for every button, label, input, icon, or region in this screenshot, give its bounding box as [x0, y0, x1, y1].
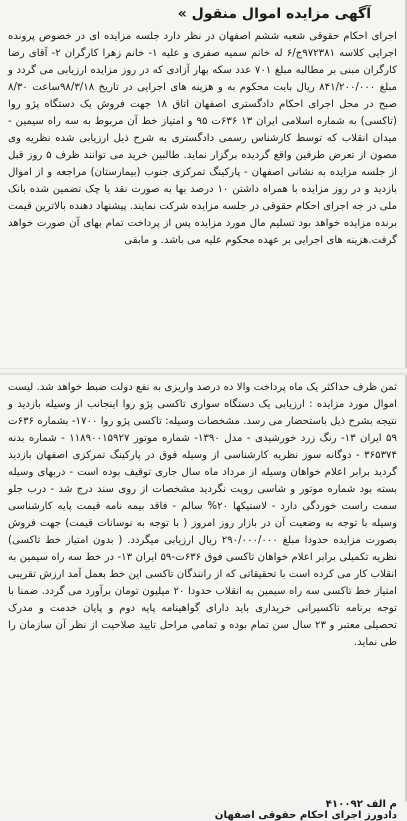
notice-paragraph-1: اجرای احکام حقوقی شعبه ششم اصفهان در نظر دارد جلسه مزایده ای در خصوص پرونده اجرایی کلاسه ۹۷۲۳۸۱ج/۶ له خانم سمیه صفری و علیه ۱- خانم زهرا کارگران ۲- آقای رضا کارگران مبنی بر مطالبه مبلغ ۷۰۱ عدد سکه بهار آزادی که در روز مزایده ارزیابی می گردد و مبلغ ۸۴۱/۲۰۰/۰۰۰ ریال بابت محکوم به و هزینه های اجرایی در تاریخ ۹۸/۳/۱۸ساعت ۸/۳۰ صبح در محل اجرای احکام دادگستری اصفهان اتاق ۱۸ جهت فروش یک دستگاه پژو روا (تاکسی) به شماره اسلامی ایران ۱۳ ۶۳۶ت ۹۵ و امتیاز خط آن مربوط به سه راه سیمین - میدان انقلاب که توسط کارشناس رسمی دادگستری به شرح ذیل ارزیابی شده نظریه وی مصون از تعرض طرفین واقع گردیده برگزار نماید. طالبین خرید می توانند ظرف ۵ روز قبل از جلسه مزایده به نشانی اصفهان - پارکینگ تمرکزی جنوب (بیمارستان) مراجعه و از اموال بازدید و در روز مزایده با همراه داشتن ۱۰ درصد بها به صورت نقد یا چک تضمین شده بانک ملی در جه اجرای احکام حقوقی در جلسه مزایده شرکت نمایند. پیشنهاد دهنده بالاترین قیمت برنده مزایده خواهد بود تسلیم مال مورد مزایده پس از پرداخت تمام بهای آن صورت خواهد گرفت.هزینه های اجرایی بر عهده محکوم علیه می باشد. و مابقی [8, 31, 397, 246]
paper-fold [0, 368, 407, 375]
notice-code: م الف ۴۱۰۰۹۲ [325, 799, 397, 810]
notice-title: آگهی مزایده اموال منقول » [177, 6, 371, 22]
notice-paragraph-2: ثمن ظرف حداکثر یک ماه پرداخت والا ده درصد واریزی به نفع دولت ضبط خواهد شد. لیست اموال مورد مزایده : ارزیابی یک دستگاه سواری تاکسی پژو روا اینجانب از وسیله بازدید و نتیجه بشرح ذیل باستحضار می رسد. مشخصات وسیله: تاکسی پژو روا ۱۷۰۰- بشماره ۶۳۶ت ۵۹ ایران ۱۳- رنگ زرد خورشیدی - مدل ۱۳۹۰- شماره موتور ۱۱۸۹۰۰۱۵۹۲۷ - شماره بدنه ۳۶۵۳۷۴ - دوگانه سوز نظریه کارشناسی از وسیله فوق در پارکینگ تمرکزی اصفهان بازدید گردید برابر اعلام خواهان وسیله از مرداد ماه سال جاری توقیف بوده است - دربهای وسیله بسته بود شماره موتور و شاسی رویت نگردید مشخصات از روی سند درج شد - درب جلو سمت راست خوردگی دارد - لاستیکها ۲۰% سالم - فاقد بیمه نامه قیمت پایه کارشناسی وسیله با توجه به وضعیت آن در بازار روز امروز ( با توجه به نوسانات قیمت) جهت فروش بصورت مزایده حدودا مبلغ ۲۹۰/۰۰۰/۰۰۰ ریال ارزیابی میگردد. ( بدون امتیاز خط تاکسی) نظریه تکمیلی برابر اعلام خواهان تاکسی فوق ۶۳۶ت-۵۹ ایران ۱۳- در خط سه راه سیمین به انقلاب کار می کرده است با تحقیقاتی که از رانندگان تاکسی این خط بعمل آمد ارزش تقریبی امتیاز خط تاکسی سه راه سیمین به انقلاب حدودا ۲۰ میلیون تومان برآورد می گردد. ضمنا با توجه برنامه تاکسیرانی خریداری باید دارای گواهینامه پایه دوم و پایان خدمت و مدرک تحصیلی معتبر و ۲۳ سال سن تمام بوده و تمامی مراحل تایید صلاحیت از نظر آن سازمان را طی نماید. [8, 382, 398, 648]
notice-signature: دادورز اجرای احکام حقوقی اصفهان [214, 810, 397, 821]
